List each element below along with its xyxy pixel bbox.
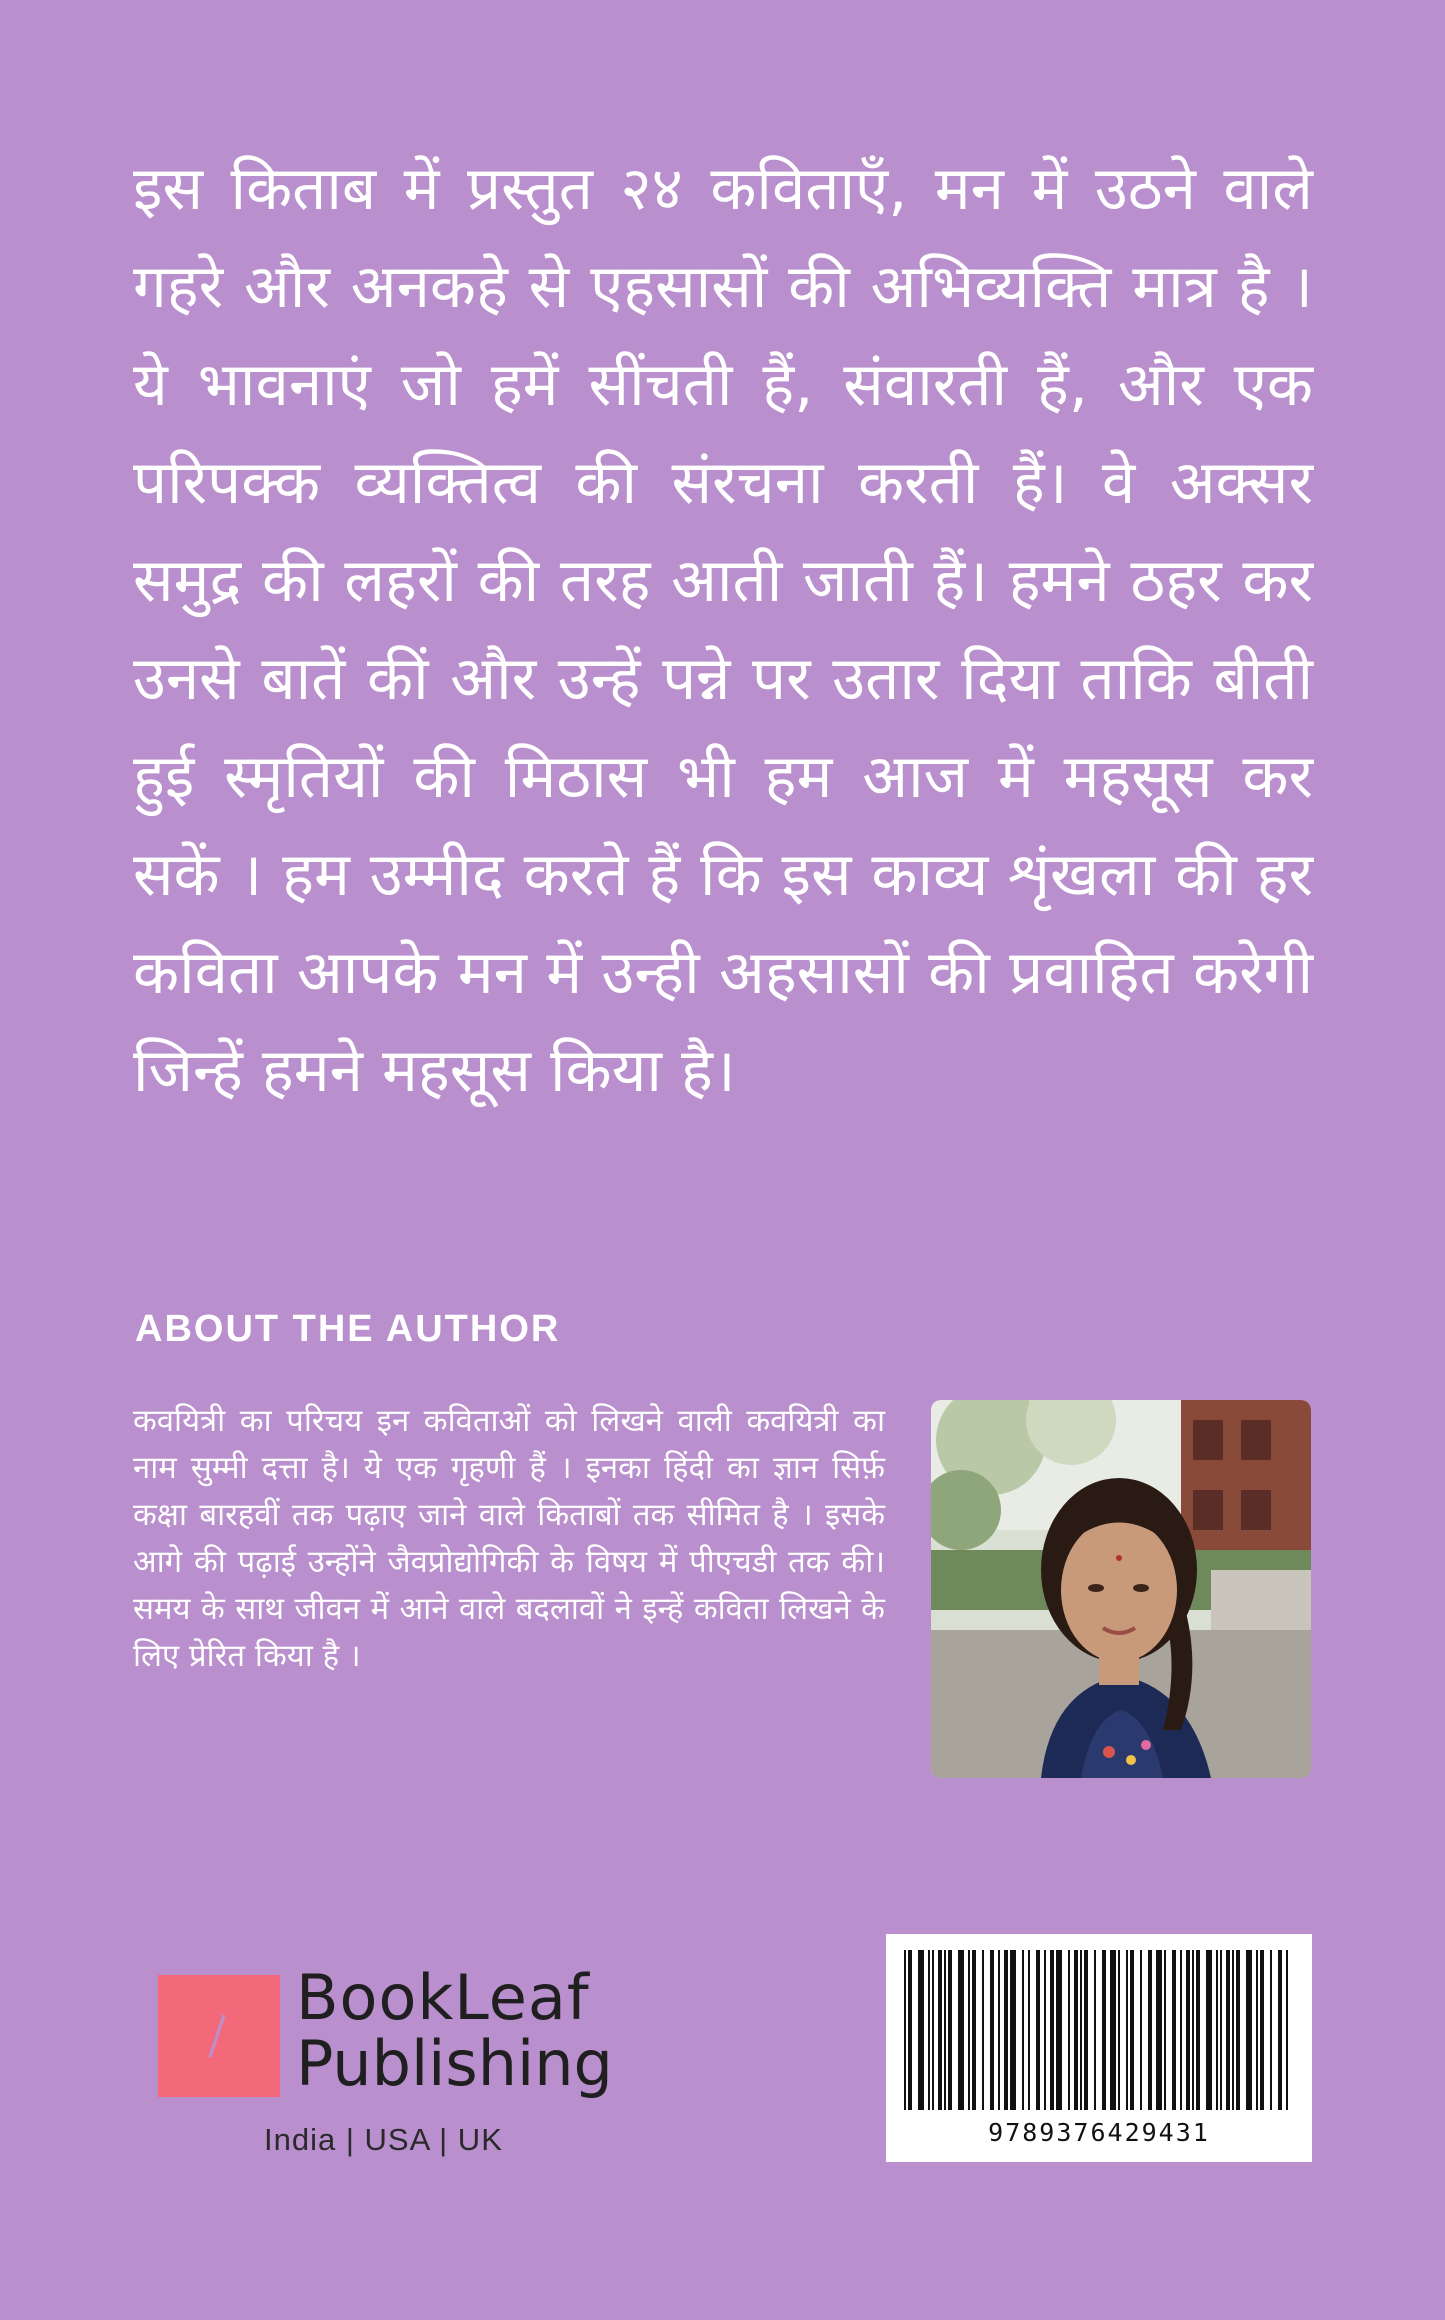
- back-cover-blurb: इस किताब में प्रस्तुत २४ कविताएँ, मन में उठने वाले गहरे और अनकहे से एहसासों की अभिव्यक्ति मात्र है ।ये भावनाएं जो हमें सींचती हैं, संवारती हैं, और एक परिपक्क व्यक्तित्व की संरचना करती हैं। वे अक्सर समुद्र की लहरों की तरह आती जाती हैं। हमने ठहर कर उनसे बातें कीं और उन्हें पन्ने पर उतार दिया ताकि बीती हुई स्मृतियों की मिठास भी हम आज में महसूस कर सकें । हम उम्मीद करते हैं कि इस काव्य शृंखला की हर कविता आपके मन में उन्ही अहसासों की प्रवाहित करेगी जिन्हें हमने महसूस किया है।: [133, 154, 1313, 1106]
- isbn-number: 9789376429431: [988, 2118, 1210, 2147]
- about-author-heading: ABOUT THE AUTHOR: [135, 1308, 561, 1350]
- barcode-bars: [900, 1950, 1298, 2116]
- publisher-logo-icon: [158, 1975, 280, 2097]
- about-author-text: कवयित्री का परिचय इन कविताओं को लिखने वाली कवयित्री का नाम सुम्मी दत्ता है। ये एक गृहणी हैं । इनका हिंदी का ज्ञान सिर्फ़ कक्षा बारहवीं तक पढ़ाए जाने वाले किताबों तक सीमित है । इसके आगे की पढ़ाई उन्होंने जैवप्रोद्योगिकी के विषय में पीएचडी तक की। समय के साथ जीवन में आने वाले बदलावों ने इन्हें कविता लिखने के लिए प्रेरित किया है ।: [133, 1403, 885, 1674]
- publisher-name-line2: Publishing: [296, 2027, 613, 2100]
- isbn-barcode: [886, 1934, 1312, 2162]
- publisher-name-line1: BookLeaf: [296, 1961, 590, 2034]
- publisher-logo-text: [296, 1961, 613, 2100]
- author-photo: [931, 1400, 1311, 1778]
- publisher-countries: India | USA | UK: [264, 2122, 503, 2157]
